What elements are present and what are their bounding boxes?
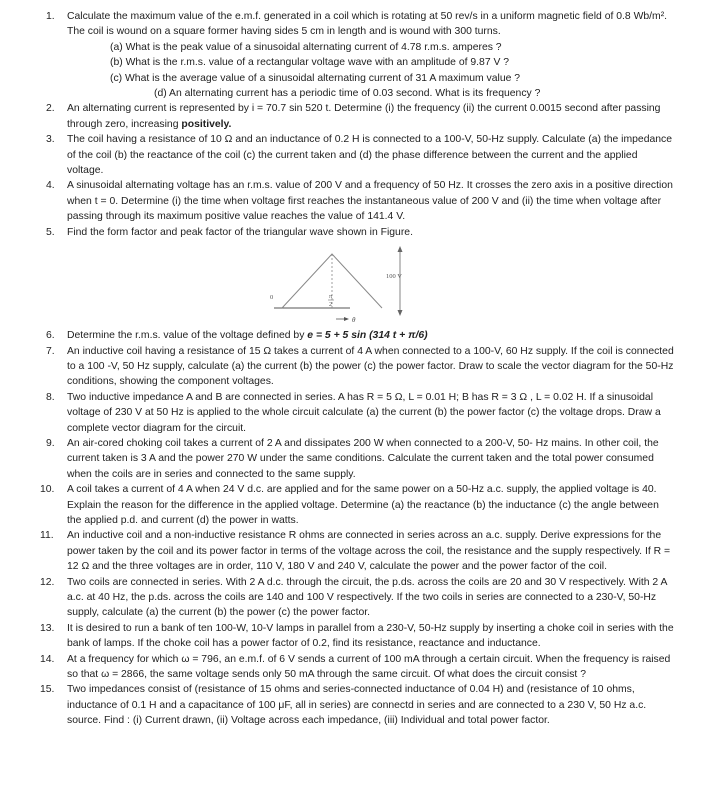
triangular-wave-figure [0,240,709,328]
question-11 [0,528,709,574]
sub-question-a: (a) What is the peak value of a sinusoidal alternating current of 4.78 r.m.s. amperes ? [110,41,502,53]
question-10 [0,482,709,528]
question-text: Calculate the maximum value of the e.m.f. generated in a coil which is rotating at 50 rev/s in a uniform magnetic field of 0.8 Wb/m². The coil is wound on a square former having sides 5 cm in length and is wound with 300 turns. [67,11,668,38]
question-number: 15. [40,684,55,696]
question-number: 10. [40,484,55,496]
question-number: 5. [46,226,55,238]
question-5 [0,225,709,240]
question-text: An alternating current is represented by i = 70.7 sin 520 t. Determine (i) the frequency (ii) the current 0.0015 second after passing through zero, increasing [67,103,661,130]
question-text: An air-cored choking coil takes a current of 2 A and dissipates 200 W when connected to a 200-V, 50- Hz mains. In other coil, the current taken is 3 A and the power 270 W under the same conditions. Calculate the current taken and the total power consumed when the coils are in series and connected to the same supply. [67,437,659,480]
question-text-emphasis: positively. [181,118,232,130]
question-sheet [0,9,709,729]
question-text: The coil having a resistance of 10 Ω and an inductance of 0.2 H is connected to a 100-V, 50-Hz supply. Calculate (a) the impedance of the coil (b) the reactance of the coil (c) the current taken and (d) the phase difference between the current and the applied voltage. [67,134,673,177]
question-6 [0,328,709,343]
dimension-arrow-up-icon [398,246,403,252]
question-number: 9. [46,437,55,449]
peak-value-label: 100 V [386,273,402,281]
pi-denominator-label: 2 [329,302,332,309]
question-8 [0,390,709,436]
question-text: At a frequency for which ω = 796, an e.m.f. of 6 V sends a current of 100 mA through a certain circuit. When the frequency is raised so that ω = 2866, the same voltage sends only 50 mA through the same circuit. Of what does the circuit consist ? [67,653,671,681]
question-number: 12. [40,576,55,588]
question-14 [0,652,709,683]
question-text: Determine the r.m.s. value of the voltage defined by [67,330,305,342]
question-text: A sinusoidal alternating voltage has an r.m.s. value of 200 V and a frequency of 50 Hz. It crosses the zero axis in a positive direction when t = 0. Determine (i) the time when voltage first reaches the instantaneous value of 200 V and (ii) the time when voltage after passing through its maximum positive value reaches the value of 141.4 V. [67,180,673,223]
sub-question-c: (c) What is the average value of a sinusoidal alternating current of 31 A maximum value ? [110,72,521,84]
question-9 [0,436,709,482]
question-number: 14. [40,653,55,665]
question-number: 2. [46,103,55,115]
question-3 [0,132,709,178]
question-text: Find the form factor and peak factor of the triangular wave shown in Figure. [67,226,413,238]
sub-question-b: (b) What is the r.m.s. value of a rectangular voltage wave with an amplitude of 9.87 V ? [110,57,510,69]
question-15 [0,682,709,728]
question-list [0,9,709,729]
voltage-equation: e = 5 + 5 sin (314 t + π/6) [307,330,428,342]
question-number: 3. [46,134,55,146]
question-text: It is desired to run a bank of ten 100-W, 10-V lamps in parallel from a 230-V, 50-Hz supply by inserting a choke coil in series with the bank of lamps. If the choke coil has a power factor of 0.2, find its resistance, reactance and inductance. [67,622,674,650]
question-text: Two impedances consist of (resistance of 15 ohms and series-connected inductance of 0.04 H) and (resistance of 10 ohms, inductance of 0.1 H and a capacitance of 100 μF, all in series) are connectd in series and are connected to a 230 V, 50 Hz a.c. source. Find : (i) Current drawn, (ii) Voltage across each impedance, (iii) Individual and total power factor. [67,684,647,727]
question-7 [0,344,709,390]
question-text: Two coils are connected in series. With 2 A d.c. through the circuit, the p.ds. across the coils are 20 and 30 V respectively. With 2 A a.c. at 40 Hz, the p.ds. across the coils are 140 and 100 V respectively. If the two coils in series are connected to a 230-V, 50-Hz supply, calculate (a) the current (b) the power (c) the power factor. [67,576,667,619]
triangle-wave-diagram [262,242,422,328]
pi-numerator-label: π [329,294,333,301]
theta-axis-label: θ [352,316,356,325]
question-text: A coil takes a current of 4 A when 24 V d.c. are applied and for the same power on a 50-Hz a.c. supply, the applied voltage is 40. Explain the reason for the difference in the applied voltage. Determine (a) the reactance (b) the inductance (c) the angle between the applied p.d. and current (d) the power in watts. [67,484,659,526]
question-number: 11. [40,530,54,542]
question-number: 1. [46,11,55,22]
question-text: An inductive coil having a resistance of 15 Ω takes a current of 4 A when connected to a 100-V, 60 Hz supply. If the coil is connected to a 100 -V, 50 Hz supply, calculate (a) the current (b) the power (c) the power factor. Draw to scale the vector diagram for the 50-Hz conditions, showing the component voltages. [67,345,674,388]
question-1 [0,9,709,101]
question-13 [0,621,709,652]
arrow-right-icon [344,317,349,321]
dimension-arrow-down-icon [398,310,403,316]
question-number: 6. [46,330,55,342]
question-number: 13. [40,622,55,634]
question-number: 4. [46,180,55,192]
origin-label: 0 [270,294,274,302]
question-2 [0,101,709,132]
question-12 [0,575,709,621]
question-text: An inductive coil and a non-inductive resistance R ohms are connected in series across an a.c. supply. Derive expressions for the power taken by the coil and its power factor in terms of the voltage across the coil, the resistance and the supply respectively. If R = 12 Ω and the three voltages are in order, 110 V, 180 V and 240 V, calculate the power and the power factor of the coil. [67,530,671,573]
question-number: 8. [46,391,55,403]
sub-question-d: (d) An alternating current has a periodic time of 0.03 second. What is its frequency ? [154,88,541,100]
question-4 [0,178,709,224]
question-text: Two inductive impedance A and B are connected in series. A has R = 5 Ω, L = 0.01 H; B has R = 3 Ω , L = 0.02 H. If a sinusoidal voltage of 230 V at 50 Hz is applied to the whole circuit calculate (a) the current (b) the power factor (c) the voltage drops. Draw a complete vector diagram for the circuit. [67,391,661,434]
question-number: 7. [46,345,55,357]
